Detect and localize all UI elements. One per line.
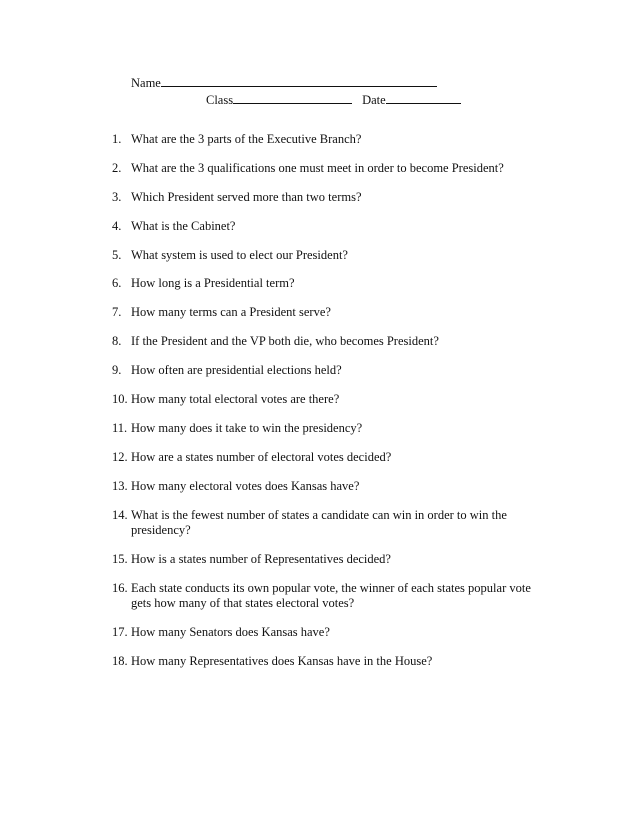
question-number: 14. xyxy=(112,507,128,522)
class-blank[interactable] xyxy=(233,90,352,104)
question-item xyxy=(112,421,552,437)
question-text: What system is used to elect our President? xyxy=(131,247,348,262)
question-number: 13. xyxy=(112,478,128,493)
question-number: 12. xyxy=(112,449,128,464)
question-item xyxy=(112,581,552,612)
name-row xyxy=(131,73,437,91)
question-item xyxy=(112,248,552,264)
question-item xyxy=(112,363,552,379)
question-item xyxy=(112,132,552,148)
question-item xyxy=(112,161,552,177)
question-item xyxy=(112,334,552,350)
question-text: How long is a Presidential term? xyxy=(131,276,295,291)
class-date-row xyxy=(206,90,461,108)
question-number: 2. xyxy=(112,160,122,175)
question-item xyxy=(112,392,552,408)
question-text: How many Representatives does Kansas have in the House? xyxy=(131,654,433,669)
question-text: What are the 3 parts of the Executive Branch? xyxy=(131,132,362,146)
question-number: 10. xyxy=(112,392,128,407)
question-number: 9. xyxy=(112,363,122,378)
question-text: How many total electoral votes are there? xyxy=(131,392,340,407)
name-blank[interactable] xyxy=(161,73,437,87)
question-text: How often are presidential elections held? xyxy=(131,363,342,378)
class-label: Class xyxy=(206,93,234,107)
question-number: 18. xyxy=(112,654,128,669)
name-label: Name xyxy=(131,76,161,90)
question-item xyxy=(112,508,552,539)
question-text: How many does it take to win the presidency? xyxy=(131,420,363,435)
date-label: Date xyxy=(362,93,386,107)
question-number: 11. xyxy=(112,420,128,435)
question-number: 7. xyxy=(112,305,122,320)
question-item xyxy=(112,276,552,292)
question-text: How many terms can a President serve? xyxy=(131,305,331,320)
question-item xyxy=(112,190,552,206)
question-text: How are a states number of electoral votes decided? xyxy=(131,449,392,464)
question-item xyxy=(112,625,552,641)
question-number: 6. xyxy=(112,276,122,291)
question-list xyxy=(112,132,552,683)
question-text: How is a states number of Representatives decided? xyxy=(131,551,391,566)
question-number: 17. xyxy=(112,625,128,640)
question-text: How many electoral votes does Kansas have? xyxy=(131,478,360,493)
question-text: How many Senators does Kansas have? xyxy=(131,625,330,640)
date-blank[interactable] xyxy=(386,90,461,104)
question-text: Each state conducts its own popular vote, the winner of each states popular vote gets how many of that states electoral votes? xyxy=(131,580,531,611)
question-number: 8. xyxy=(112,334,122,349)
question-number: 16. xyxy=(112,580,128,595)
question-text: What is the fewest number of states a candidate can win in order to win the presidency? xyxy=(131,507,507,538)
question-item xyxy=(112,219,552,235)
question-item xyxy=(112,479,552,495)
question-item xyxy=(112,552,552,568)
question-text: What are the 3 qualifications one must meet in order to become President? xyxy=(131,160,504,175)
question-text: If the President and the VP both die, who becomes President? xyxy=(131,334,439,349)
question-item xyxy=(112,450,552,466)
question-number: 15. xyxy=(112,551,128,566)
question-item xyxy=(112,305,552,321)
question-number: 1. xyxy=(112,132,122,146)
question-number: 5. xyxy=(112,247,122,262)
question-number: 4. xyxy=(112,218,122,233)
question-item xyxy=(112,654,552,670)
question-number: 3. xyxy=(112,189,122,204)
question-text: Which President served more than two terms? xyxy=(131,189,362,204)
question-text: What is the Cabinet? xyxy=(131,218,236,233)
